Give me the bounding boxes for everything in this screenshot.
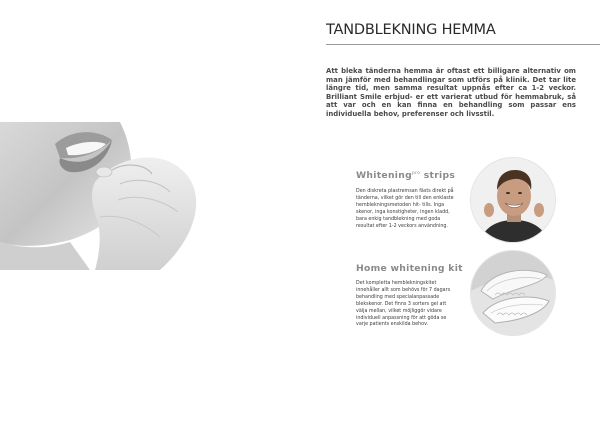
home-whitening-kit-description: Det kompletta hemblekningskitet innehåller allt som behövs för 7 dagars behandling med specialanpassade blekskenor. Det finns 3 sorters gel att välja mellan, vilket möjliggör vidare individuell anpassning för att göda se varje patients enskilda behov.	[356, 281, 451, 328]
page-title: TANDBLEKNING HEMMA	[326, 22, 496, 38]
whitening-strips-description: Den diskreta plastremsan fästs direkt på tänderna, vilket gör den till den enklaste hemblekningsmetoden hit- tills. Inga skenor, inga konstigheter, ingen kladd, bara enkig tandblekning med goda resultat efter 1-2 veckors användning.	[356, 189, 454, 229]
product-name-suffix: strips	[420, 170, 456, 181]
product-superscript: pro	[411, 171, 421, 176]
woman-smiling-photo	[0, 122, 213, 270]
product-name: Whitening	[356, 170, 412, 181]
intro-paragraph: Att bleka tänderna hemma är oftast ett billigare alternativ om man jämför med behandlingar som utförs på klinik. Det tar lite längre tid, men samma resultat uppnås efter ca 1-2 veckor. Brilliant Smile erbjud- er ett varierat utbud för hemmabruk, så att var och en kan finna en behandling som passar ens individuella behov, preferenser och livsstil.	[326, 67, 576, 118]
home-whitening-kit-heading: Home whitening kit	[356, 263, 463, 274]
whitening-trays-photo	[470, 250, 556, 336]
title-divider	[326, 44, 600, 45]
smiling-man-photo	[470, 157, 556, 243]
whitening-strips-heading	[356, 170, 455, 181]
